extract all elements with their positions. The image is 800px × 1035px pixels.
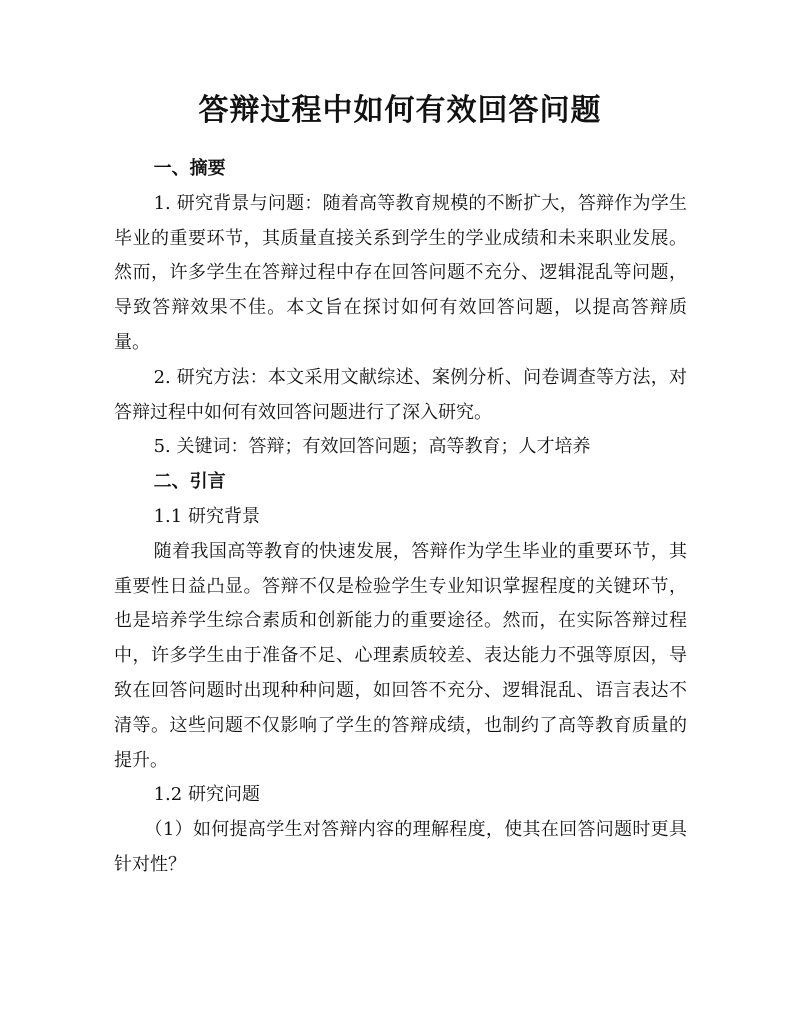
subheading-research-questions: 1.2 研究问题 bbox=[153, 784, 260, 806]
paragraph-research-background: 1. 研究背景与问题：随着高等教育规模的不断扩大，答辩作为学生毕业的重要环节，其质量直接关系到学生的学业成绩和未来职业发展。然而，许多学生在答辩过程中存在回答问题不充分、逻辑混乱等问题，导致答辩效果不佳。本文旨在探讨如何有效回答问题，以提高答辩质量。 bbox=[114, 192, 687, 353]
paragraph-question-1: （1）如何提高学生对答辩内容的理解程度，使其在回答问题时更具针对性？ bbox=[114, 819, 687, 875]
paragraph-introduction: 随着我国高等教育的快速发展，答辩作为学生毕业的重要环节，其重要性日益凸显。答辩不仅是检验学生专业知识掌握程度的关键环节，也是培养学生综合素质和创新能力的重要途径。然而，在实际答辩过程中，许多学生由于准备不足、心理素质较差、表达能力不强等原因，导致在回答问题时出现种种问题，如回答不充分、逻辑混乱、语言表达不清等。这些问题不仅影响了学生的答辩成绩，也制约了高等教育质量的提升。 bbox=[114, 540, 687, 771]
section-heading-introduction: 二、引言 bbox=[153, 471, 226, 493]
page-title: 答辩过程中如何有效回答问题 bbox=[198, 93, 602, 128]
subheading-research-background: 1.1 研究背景 bbox=[153, 505, 260, 527]
paragraph-research-method: 2. 研究方法：本文采用文献综述、案例分析、问卷调查等方法，对答辩过程中如何有效回答问题进行了深入研究。 bbox=[114, 366, 687, 423]
paragraph-keywords: 5. 关键词：答辩；有效回答问题；高等教育；人才培养 bbox=[153, 436, 591, 458]
document-body bbox=[114, 152, 687, 883]
section-heading-abstract: 一、摘要 bbox=[153, 158, 226, 179]
